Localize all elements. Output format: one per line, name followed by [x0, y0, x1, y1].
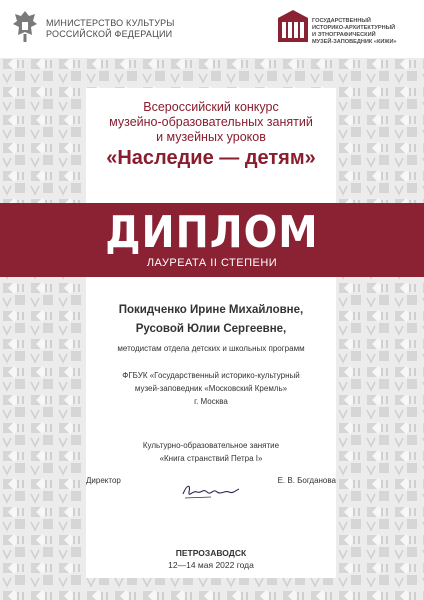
- contest-title: [86, 100, 336, 170]
- contest-line1: Всероссийский конкурс: [143, 100, 279, 114]
- recipient-name-1: Покидченко Ирине Михайловне,: [118, 304, 304, 316]
- contest-line2: музейно-образовательных занятий: [109, 115, 313, 129]
- diploma-heading: ДИПЛОМ: [105, 207, 319, 258]
- ministry-logo: [10, 8, 180, 50]
- event-dates: 12—14 мая 2022 года: [168, 560, 254, 570]
- kizhi-mark-icon: [276, 8, 310, 44]
- signer-name: Е. В. Богданова: [277, 476, 336, 485]
- organization-line2: музей-заповедник «Московский Кремль»: [134, 384, 288, 393]
- director-title: Директор: [86, 476, 121, 485]
- header: [0, 0, 424, 58]
- organization-line1: ФГБУК «Государственный историко-культурный: [122, 371, 300, 380]
- contest-line3: и музейных уроков: [156, 130, 266, 144]
- ministry-name: [46, 18, 175, 40]
- kizhi-line1: ГОСУДАРСТВЕННЫЙ: [312, 18, 371, 24]
- ministry-line1: МИНИСТЕРСТВО КУЛЬТУРЫ: [46, 18, 175, 28]
- lesson-line1: Культурно-образовательное занятие: [142, 441, 280, 450]
- laureate-degree: ЛАУРЕАТА II СТЕПЕНИ: [146, 257, 278, 269]
- contest-name: «Наследие — детям»: [106, 147, 316, 169]
- eagle-emblem-icon: [10, 8, 40, 44]
- kizhi-logo: [276, 8, 416, 50]
- kizhi-line3: И ЭТНОГРАФИЧЕСКИЙ: [312, 32, 376, 38]
- signature-icon: [181, 480, 241, 502]
- event-city: ПЕТРОЗАВОДСК: [175, 548, 247, 558]
- kizhi-name: [312, 18, 397, 46]
- recipient-role: методистам отдела детских и школьных программ: [117, 344, 305, 353]
- organization-line3: г. Москва: [194, 397, 228, 406]
- recipient-name-2: Русовой Юлии Сергеевне,: [135, 323, 287, 335]
- ministry-line2: РОССИЙСКОЙ ФЕДЕРАЦИИ: [46, 29, 173, 39]
- kizhi-line2: ИСТОРИКО-АРХИТЕКТУРНЫЙ: [312, 25, 396, 31]
- signature-row: [86, 474, 336, 504]
- kizhi-line4: МУЗЕЙ-ЗАПОВЕДНИК «КИЖИ»: [312, 39, 397, 45]
- lesson-line2: «Книга странствий Петра I»: [159, 454, 263, 463]
